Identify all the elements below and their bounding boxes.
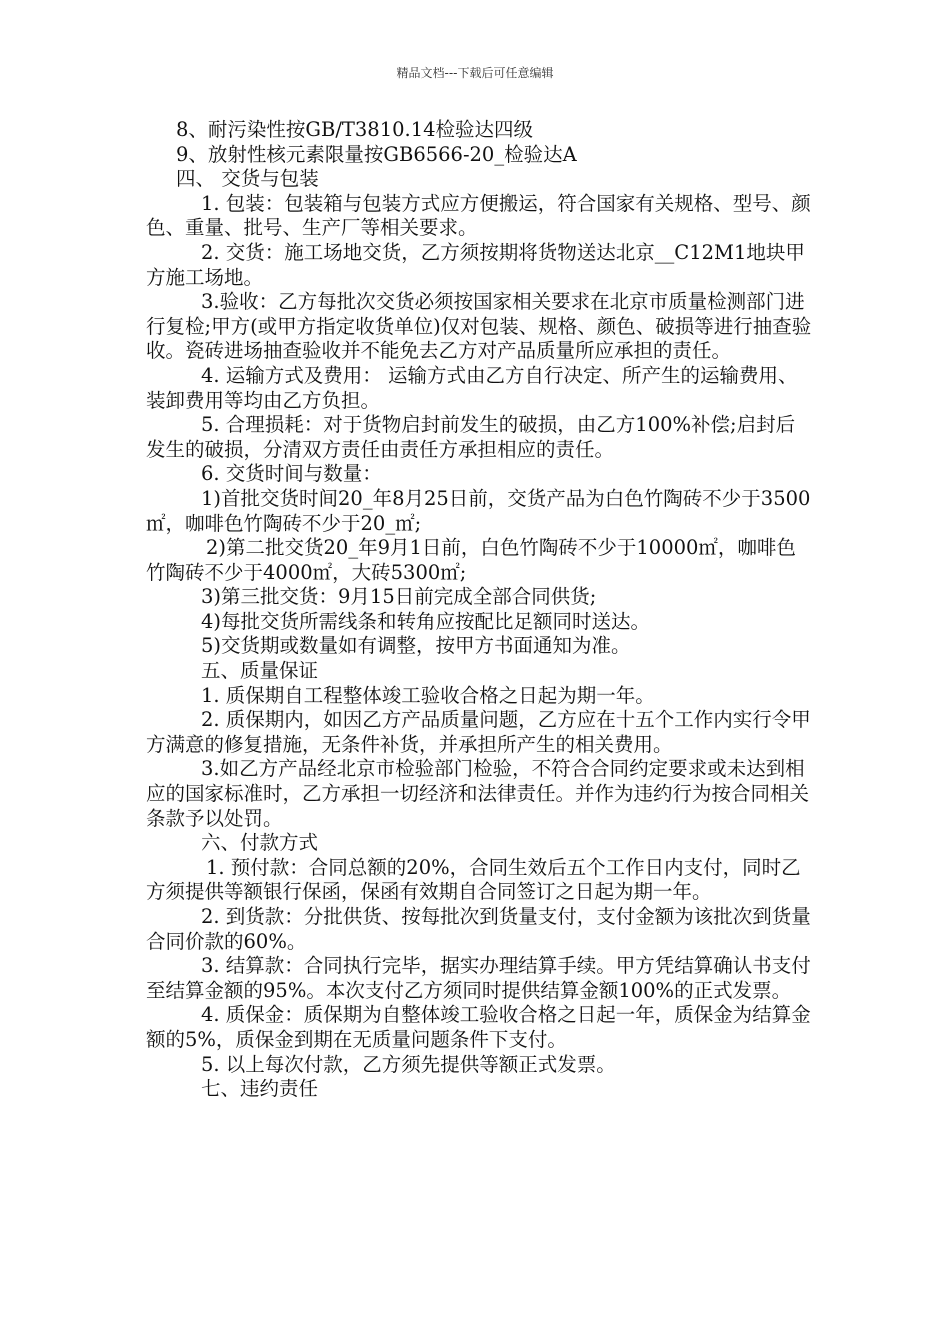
warranty-clause-2: 2. 质保期内，如因乙方产品质量问题，乙方应在十五个工作内实行令甲方满意的修复措施，无条件补货，并承担所产生的相关费用。: [146, 708, 811, 756]
packaging-clause: 1. 包装：包装箱与包装方式应方便搬运，符合国家有关规格、型号、颜色、重量、批号、生产厂等相关要求。: [146, 191, 811, 240]
document-body: [146, 118, 814, 1102]
delivery-batch-5: 5)交货期或数量如有调整，按甲方书面通知为准。: [201, 634, 631, 658]
payment-clause-1: 1. 预付款：合同总额的20%，合同生效后五个工作日内支付，同时乙方须提供等额银行保函，保函有效期自合同签订之日起为期一年。: [146, 855, 801, 904]
delivery-batch-3: 3)第三批交货：9月15日前完成全部合同供货;: [201, 585, 597, 609]
loss-clause: 5. 合理损耗：对于货物启封前发生的破损，由乙方100%补偿;启封后发生的破损，分清双方责任由责任方承担相应的责任。: [146, 413, 796, 461]
clause-9: 9、放射性核元素限量按GB6566-20_检验达A: [176, 142, 577, 166]
section-heading-4: 四、 交货与包装: [176, 167, 319, 191]
section-heading-7: 七、违约责任: [201, 1077, 319, 1101]
payment-clause-5: 5. 以上每次付款，乙方须先提供等额正式发票。: [201, 1052, 616, 1076]
section-heading-6: 六、付款方式: [201, 831, 319, 855]
page-header: 精品文档---下载后可任意编辑: [396, 66, 554, 80]
payment-clause-2: 2. 到货款：分批供货、按每批次到货量支付，支付金额为该批次到货量合同价款的60%。: [146, 905, 811, 953]
transport-clause: 4. 运输方式及费用： 运输方式由乙方自行决定、所产生的运输费用、装卸费用等均由乙方负担。: [146, 363, 798, 412]
delivery-batch-2: 2)第二批交货20_年9月1日前，白色竹陶砖不少于10000㎡，咖啡色竹陶砖不少于4000㎡，大砖5300㎡;: [146, 536, 796, 584]
warranty-clause-1: 1. 质保期自工程整体竣工验收合格之日起为期一年。: [201, 683, 655, 707]
warranty-clause-3: 3.如乙方产品经北京市检验部门检验，不符合合同约定要求或未达到相应的国家标准时，乙方承担一切经济和法律责任。并作为违约行为按合同相关条款予以处罚。: [146, 757, 810, 830]
clause-8: 8、耐污染性按GB/T3810.14检验达四级: [176, 118, 534, 141]
delivery-batch-4: 4)每批交货所需线条和转角应按配比足额同时送达。: [201, 609, 651, 633]
section-heading-5: 五、质量保证: [201, 659, 319, 683]
inspection-clause: 3.验收：乙方每批次交货必须按国家相关要求在北京市质量检测部门进行复检;甲方(或甲方指定收货单位)仅对包装、规格、颜色、破损等进行抽查验收。瓷砖进场抽查验收并不能免去乙方对产品质量所应承担的责任。: [146, 290, 812, 363]
delivery-clause: 2. 交货：施工场地交货，乙方须按期将货物送达北京__C12M1地块甲方施工场地。: [146, 240, 805, 289]
payment-clause-4: 4. 质保金：质保期为自整体竣工验收合格之日起一年，质保金为结算金额的5%，质保金到期在无质量问题条件下支付。: [146, 1003, 811, 1051]
delivery-schedule-heading: 6. 交货时间与数量：: [201, 462, 382, 486]
delivery-batch-1: 1)首批交货时间20_年8月25日前，交货产品为白色竹陶砖不少于3500㎡，咖啡色竹陶砖不少于20_㎡;: [146, 486, 811, 535]
payment-clause-3: 3. 结算款：合同执行完毕，据实办理结算手续。甲方凭结算确认书支付至结算金额的95%。本次支付乙方须同时提供结算金额100%的正式发票。: [146, 954, 811, 1002]
